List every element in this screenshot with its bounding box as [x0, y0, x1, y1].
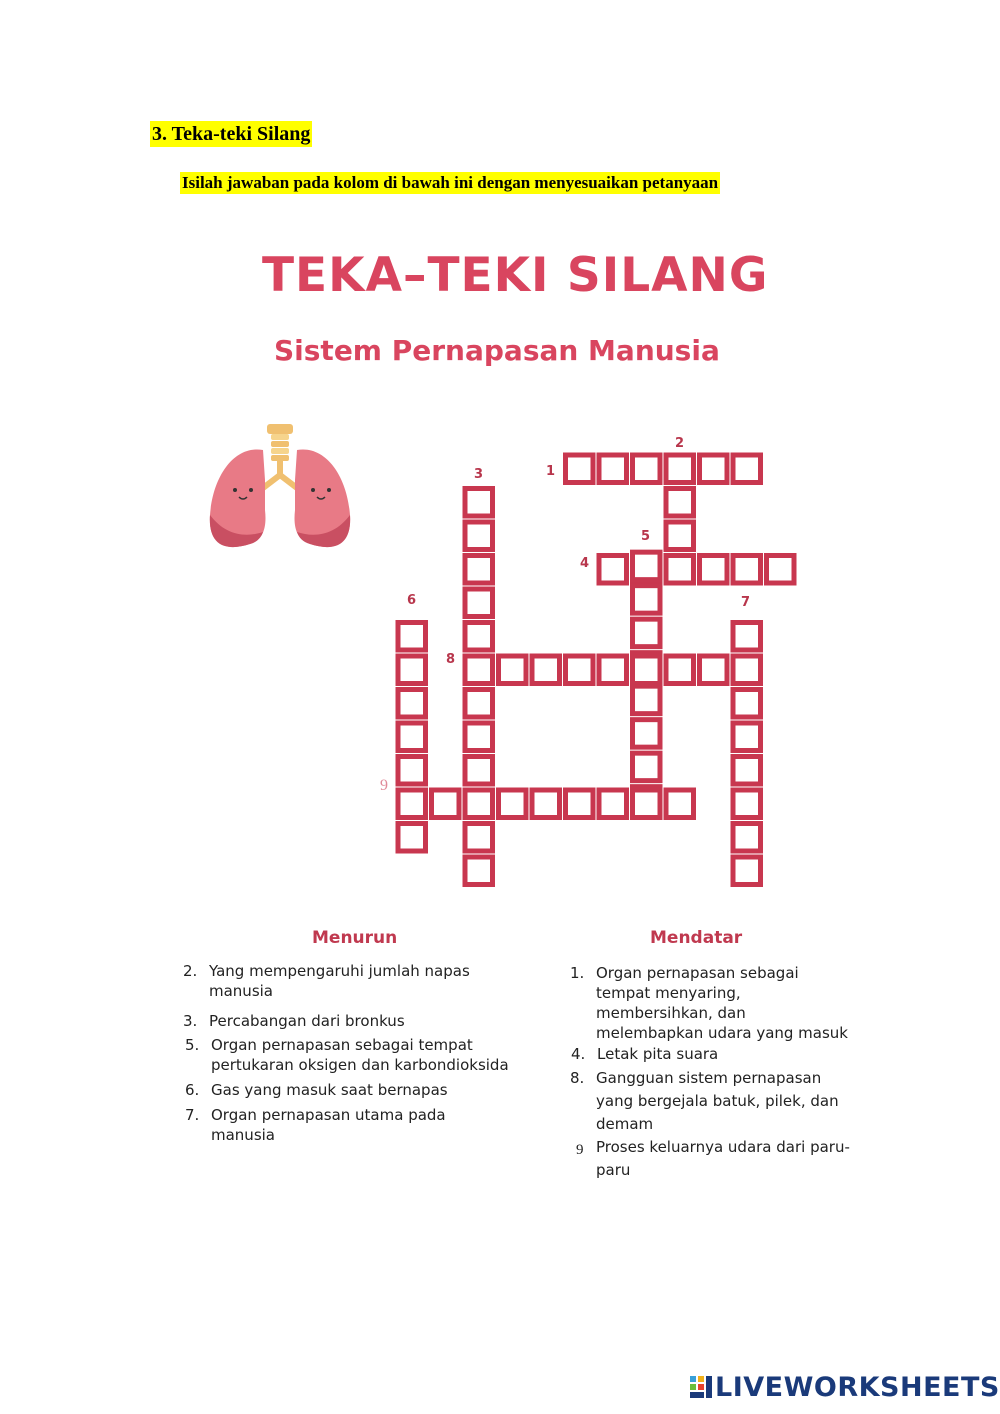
crossword-cell[interactable] — [733, 824, 761, 852]
grid-number-6: 6 — [407, 593, 417, 608]
crossword-cell[interactable] — [733, 623, 761, 651]
liveworksheets-mark-icon — [690, 1376, 712, 1398]
crossword-cell[interactable] — [633, 790, 661, 818]
grid-number-7: 7 — [741, 595, 751, 610]
crossword-cell[interactable] — [465, 757, 493, 785]
clue-down-3: 3. Percabangan dari bronkus — [183, 1012, 405, 1030]
crossword-cell[interactable] — [398, 790, 426, 818]
crossword-cell[interactable] — [666, 556, 694, 584]
crossword-cell[interactable] — [599, 556, 627, 584]
crossword-cell[interactable] — [633, 653, 661, 681]
crossword-cell[interactable] — [633, 619, 661, 647]
crossword-cell[interactable] — [700, 656, 728, 684]
crossword-cell[interactable] — [398, 757, 426, 785]
crossword-cell[interactable] — [733, 556, 761, 584]
crossword-cell[interactable] — [465, 690, 493, 718]
mendatar-title: Mendatar — [650, 928, 743, 948]
crossword-cell[interactable] — [465, 723, 493, 751]
clue-down-7: 7. Organ pernapasan utama pada manusia — [185, 1106, 446, 1144]
grid-number-4: 4 — [580, 556, 590, 571]
crossword-cell[interactable] — [532, 790, 560, 818]
crossword-cell[interactable] — [666, 790, 694, 818]
crossword-cell[interactable] — [599, 656, 627, 684]
crossword-cell[interactable] — [633, 787, 661, 815]
crossword-cell[interactable] — [633, 586, 661, 614]
grid-number-5: 5 — [641, 529, 651, 544]
clue-down-6: 6. Gas yang masuk saat bernapas — [185, 1081, 448, 1099]
crossword-cell[interactable] — [465, 489, 493, 517]
clue-across-4: 4. Letak pita suara — [571, 1045, 719, 1063]
crossword-cell[interactable] — [599, 455, 627, 483]
crossword-cell[interactable] — [733, 723, 761, 751]
clue-across-9: 9 Proses keluarnya udara dari paru- paru — [576, 1138, 850, 1179]
crossword-cell[interactable] — [465, 790, 493, 818]
clue-across-8: 8. Gangguan sistem pernapasan yang bergejala batuk, pilek, dan demam — [570, 1069, 839, 1133]
grid-number-1: 1 — [546, 464, 556, 479]
crossword-cell[interactable] — [633, 455, 661, 483]
crossword-cell[interactable] — [398, 690, 426, 718]
crossword-cell[interactable] — [532, 656, 560, 684]
crossword-cell[interactable] — [666, 489, 694, 517]
crossword-cell[interactable] — [733, 455, 761, 483]
crossword-cell[interactable] — [599, 790, 627, 818]
crossword-cell[interactable] — [499, 656, 527, 684]
crossword-cell[interactable] — [398, 723, 426, 751]
grid-number-2: 2 — [675, 436, 685, 451]
lungs-icon — [205, 420, 360, 560]
crossword-cell[interactable] — [666, 656, 694, 684]
crossword-cell[interactable] — [432, 790, 460, 818]
crossword-cell[interactable] — [666, 455, 694, 483]
clue-down-2: 2. Yang mempengaruhi jumlah napas manusia — [183, 962, 470, 1000]
crossword-cell[interactable] — [398, 824, 426, 852]
crossword-cell[interactable] — [633, 556, 661, 584]
liveworksheets-logo: LIVEWORKSHEETS — [690, 1372, 1000, 1403]
crossword-cell[interactable] — [465, 556, 493, 584]
crossword-cell[interactable] — [465, 857, 493, 885]
grid-number-3: 3 — [474, 467, 484, 482]
crossword-cell[interactable] — [465, 656, 493, 684]
crossword-cell[interactable] — [767, 556, 795, 584]
crossword-cell[interactable] — [700, 556, 728, 584]
poster-subtitle: Sistem Pernapasan Manusia — [274, 334, 720, 367]
crossword-cell[interactable] — [733, 757, 761, 785]
crossword-cell[interactable] — [633, 753, 661, 781]
crossword-cell[interactable] — [566, 656, 594, 684]
crossword-cell[interactable] — [700, 455, 728, 483]
crossword-cell[interactable] — [633, 686, 661, 714]
crossword-cell[interactable] — [633, 656, 661, 684]
crossword-cell[interactable] — [633, 720, 661, 748]
crossword-cell[interactable] — [733, 656, 761, 684]
crossword-cell[interactable] — [633, 552, 661, 580]
clue-down-5: 5. Organ pernapasan sebagai tempat pertukaran oksigen dan karbondioksida — [185, 1036, 509, 1074]
poster-title: TEKA–TEKI SILANG — [262, 248, 769, 303]
crossword-cell[interactable] — [566, 790, 594, 818]
crossword-cell[interactable] — [499, 790, 527, 818]
crossword-cell[interactable] — [733, 857, 761, 885]
crossword-cell[interactable] — [733, 690, 761, 718]
crossword-cell[interactable] — [465, 623, 493, 651]
clue-across-1: 1. Organ pernapasan sebagai tempat menyaring, membersihkan, dan melembapkan udara yang masuk — [570, 964, 848, 1042]
crossword-cell[interactable] — [465, 589, 493, 617]
crossword-cell[interactable] — [733, 790, 761, 818]
crossword-cell[interactable] — [398, 623, 426, 651]
instruction-text: Isilah jawaban pada kolom di bawah ini dengan menyesuaikan petanyaan — [182, 173, 719, 192]
crossword-cell[interactable] — [465, 522, 493, 550]
grid-number-9: 9 — [380, 777, 388, 794]
crossword-cell[interactable] — [566, 455, 594, 483]
section-heading: 3. Teka-teki Silang — [152, 123, 311, 145]
crossword-cell[interactable] — [465, 824, 493, 852]
crossword-cell[interactable] — [666, 522, 694, 550]
crossword-cell[interactable] — [398, 656, 426, 684]
menurun-title: Menurun — [312, 928, 398, 948]
grid-number-8: 8 — [446, 652, 456, 667]
